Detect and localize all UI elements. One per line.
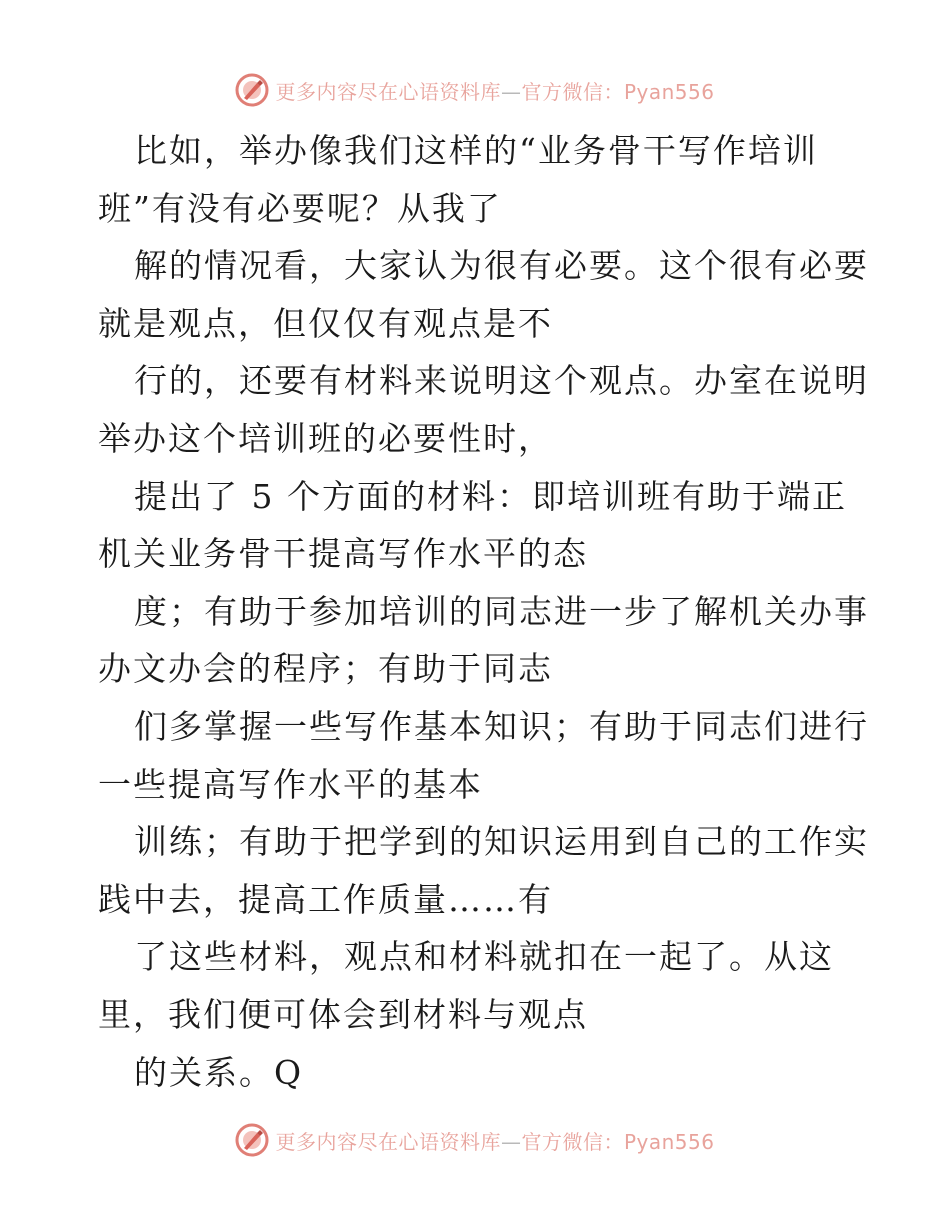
pen-logo-icon (235, 73, 269, 107)
text-line: 比如，举办像我们这样的“业务骨干写作培训 (134, 131, 818, 170)
text-line: 举办这个培训班的必要性时， (98, 418, 553, 458)
text-line: 就是观点，但仅仅有观点是不 (98, 303, 553, 343)
text-line: 的关系。Q (134, 1052, 304, 1092)
text-line: 班”有没有必要呢？从我了 (98, 188, 502, 228)
text-line: 一些提高写作水平的基本 (98, 764, 483, 804)
footer-watermark (0, 1120, 950, 1160)
watermark-separator: — (500, 1129, 522, 1154)
text-line: 里，我们便可体会到材料与观点 (98, 994, 588, 1034)
text-line: 度；有助于参加培训的同志进一步了解机关办事 (134, 591, 869, 631)
pen-logo-icon (235, 1123, 269, 1157)
watermark-contact-text: 官方微信：Pyan556 (521, 1129, 715, 1154)
text-line: 机关业务骨干提高写作水平的态 (98, 534, 588, 574)
watermark-contact-text: 官方微信：Pyan556 (521, 79, 715, 104)
document-body (98, 122, 869, 1101)
text-line: 解的情况看，大家认为很有必要。这个很有必要 (134, 246, 869, 286)
text-line: 提出了 5 个方面的材料：即培训班有助于端正 (134, 476, 847, 516)
text-line: 办文办会的程序；有助于同志 (98, 649, 553, 689)
header-watermark (0, 70, 950, 110)
text-line: 行的，还要有材料来说明这个观点。办室在说明 (134, 361, 869, 401)
text-line: 训练；有助于把学到的知识运用到自己的工作实 (134, 822, 869, 862)
text-line: 了这些材料，观点和材料就扣在一起了。从这 (134, 937, 834, 977)
watermark-separator: — (500, 79, 522, 104)
text-line: 践中去，提高工作质量……有 (98, 879, 553, 919)
watermark-main-text: 更多内容尽在心语资料库 (275, 79, 501, 104)
text-line: 们多掌握一些写作基本知识；有助于同志们进行 (134, 706, 869, 746)
watermark-main-text: 更多内容尽在心语资料库 (275, 1129, 501, 1154)
